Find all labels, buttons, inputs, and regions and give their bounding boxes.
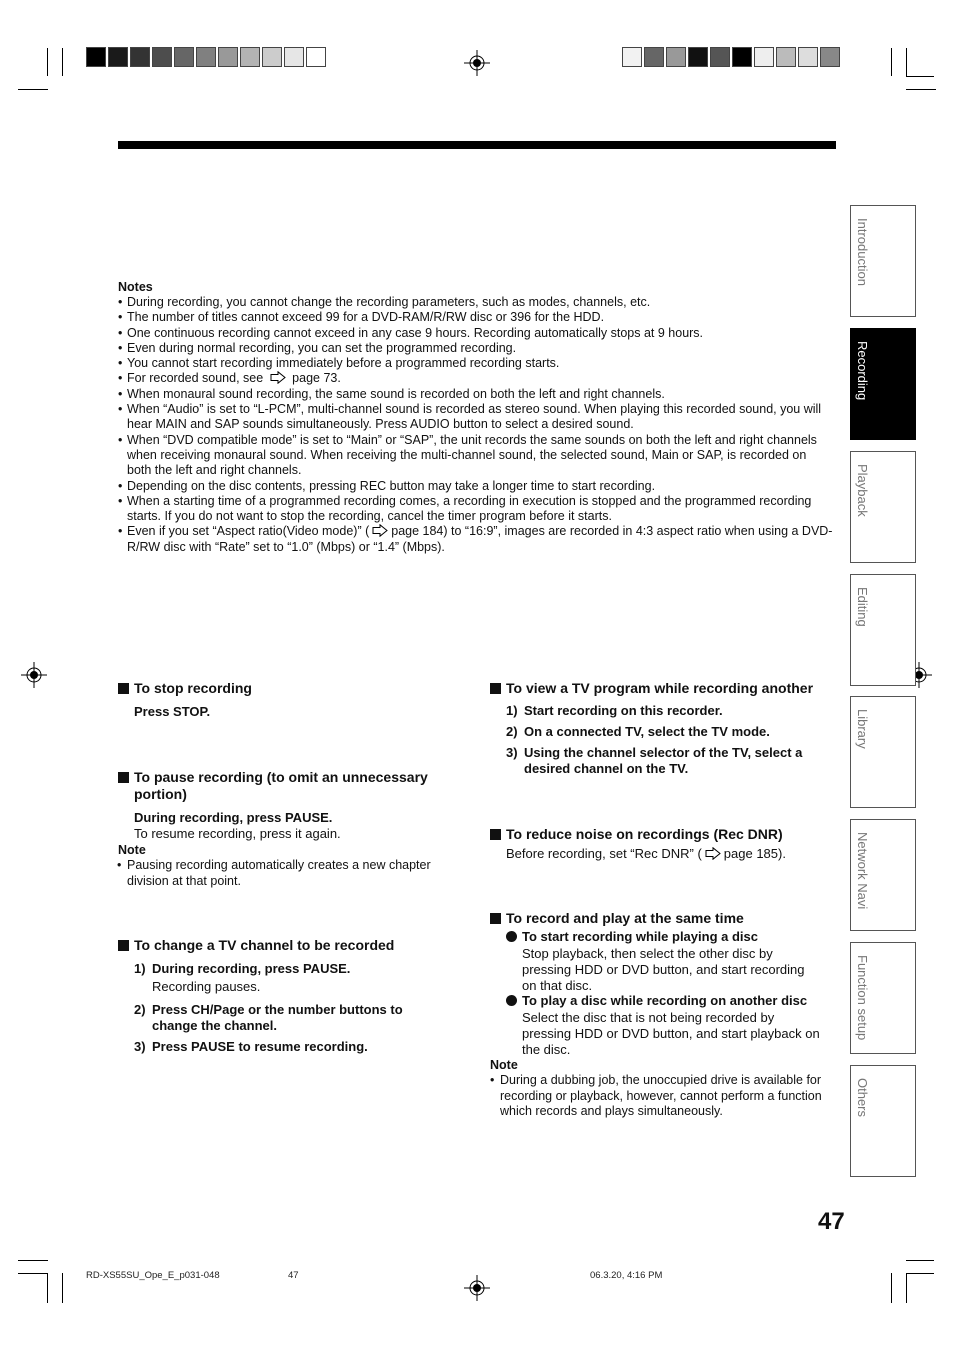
color-swatch	[710, 47, 730, 67]
color-swatch	[152, 47, 172, 67]
registration-mark-icon	[464, 50, 490, 76]
note-item: • Depending on the disc contents, pressing REC button may take a longer time to start recording.	[118, 479, 833, 494]
rec-dnr-heading: To reduce noise on recordings (Rec DNR)	[490, 826, 783, 843]
color-swatch	[666, 47, 686, 67]
view-tv-heading: To view a TV program while recording another	[490, 680, 813, 697]
pause-note	[117, 858, 431, 889]
footer-page: 47	[288, 1270, 299, 1281]
step-text: Using the channel selector of the TV, select a	[524, 745, 803, 760]
record-play-heading: To record and play at the same time	[490, 910, 744, 927]
step-number: 2)	[134, 1002, 146, 1017]
note-item	[118, 371, 833, 386]
note-text: page 73.	[292, 371, 341, 386]
tab-library[interactable]	[850, 696, 916, 808]
note-line: recording or playback, however, cannot perform a function	[500, 1088, 822, 1103]
step-item	[506, 724, 826, 740]
dnr-text: Before recording, set “Rec DNR” (	[506, 846, 702, 861]
note-item: • Even during normal recording, you can set the programmed recording.	[118, 341, 833, 356]
color-swatch	[86, 47, 106, 67]
note-line: Pausing recording automatically creates a new chapter	[127, 858, 431, 872]
tab-playback[interactable]	[850, 451, 916, 563]
tab-others[interactable]	[850, 1065, 916, 1177]
tab-label: Introduction	[855, 218, 870, 286]
tab-label: Function setup	[855, 955, 870, 1041]
stop-instruction: Press STOP.	[134, 704, 211, 719]
color-swatch	[174, 47, 194, 67]
start-recording-text	[522, 946, 805, 994]
step-text: change the channel.	[152, 1018, 277, 1033]
grayscale-bar-left	[86, 47, 328, 69]
step-item	[506, 703, 826, 719]
tab-editing[interactable]	[850, 574, 916, 686]
color-swatch	[262, 47, 282, 67]
note-item: • When “Audio” is set to “L-PCM”, multi-channel sound is recorded as stereo sound. When playing this recorded sound, you will hear MAIN and SAP sounds simultaneously. Press AUDIO button to select a desired sound.	[118, 402, 833, 433]
text-line: Stop playback, then select the other disc by	[522, 946, 773, 961]
text-line: pressing HDD or DVD button, and start playback on	[522, 1026, 820, 1041]
play-while-recording-text	[522, 1010, 820, 1058]
step-text: Start recording on this recorder.	[524, 703, 723, 718]
step-number: 3)	[134, 1039, 146, 1054]
pause-resume-text: To resume recording, press it again.	[134, 826, 341, 841]
note-line: During a dubbing job, the unoccupied drive is available for	[500, 1073, 822, 1087]
step-text: desired channel on the TV.	[524, 761, 689, 776]
footer-date: 06.3.20, 4:16 PM	[590, 1270, 663, 1281]
crop-mark	[47, 48, 48, 76]
grayscale-bar-right	[622, 47, 842, 69]
step-number: 3)	[506, 745, 518, 760]
color-swatch	[218, 47, 238, 67]
step-text: Press CH/Page or the number buttons to	[152, 1002, 403, 1017]
pause-instruction: During recording, press PAUSE.	[134, 810, 333, 825]
color-swatch	[108, 47, 128, 67]
step-item	[134, 1002, 434, 1034]
crop-mark	[906, 1273, 934, 1274]
note-item: • When a starting time of a programmed recording comes, a recording in execution is stopped and the programmed recording starts. If you do not want to stop the recording, cancel the timer program before it starts.	[118, 494, 833, 525]
tab-label: Recording	[855, 341, 870, 401]
step-item	[134, 961, 434, 995]
note-text: Even if you set “Aspect ratio(Video mode)” (	[127, 524, 370, 539]
note-text: For recorded sound, see	[127, 371, 264, 386]
text-line: Select the disc that is not being recorded by	[522, 1010, 775, 1025]
crop-mark	[906, 48, 907, 76]
change-channel-steps	[134, 961, 434, 1055]
text-line: on that disc.	[522, 978, 593, 993]
note-item: • The number of titles cannot exceed 99 for a DVD-RAM/R/RW disc or 396 for the HDD.	[118, 310, 833, 325]
step-number: 2)	[506, 724, 518, 739]
note-item: • During recording, you cannot change the recording parameters, such as modes, channels, etc.	[118, 295, 833, 310]
tab-label: Playback	[855, 464, 870, 517]
color-swatch	[776, 47, 796, 67]
color-swatch	[644, 47, 664, 67]
crop-mark	[891, 1273, 892, 1303]
color-swatch	[798, 47, 818, 67]
header-rule	[118, 141, 836, 149]
crop-mark	[18, 89, 48, 90]
crop-mark	[906, 76, 934, 77]
footer-filename: RD-XS55SU_Ope_E_p031-048	[86, 1270, 220, 1281]
page-reference-arrow-icon	[372, 524, 388, 537]
crop-mark	[906, 89, 936, 90]
note-item: • One continuous recording cannot exceed in any case 9 hours. Recording automatically stops at 9 hours.	[118, 326, 833, 341]
dnr-text: page 185).	[723, 846, 786, 861]
note-item: • When monaural sound recording, the same sound is recorded on both the left and right channels.	[118, 387, 833, 402]
tab-network-navi[interactable]	[850, 819, 916, 931]
step-subtext: Recording pauses.	[152, 979, 261, 994]
tab-label: Others	[855, 1078, 870, 1118]
crop-mark	[906, 1260, 934, 1261]
color-swatch	[196, 47, 216, 67]
color-swatch	[284, 47, 304, 67]
rec-dnr-text	[506, 846, 786, 862]
registration-mark-icon	[464, 1275, 490, 1301]
tab-label: Editing	[855, 587, 870, 627]
notes-list	[118, 295, 833, 555]
color-swatch	[732, 47, 752, 67]
note-item: • When “DVD compatible mode” is set to “Main” or “SAP”, the unit records the same sounds on both the left and right channels when receiving monaural sound. When receiving the multi-channel sound, the selected sound, Main or SAP, is recorded on both the left and right channels.	[118, 433, 833, 479]
step-text: During recording, press PAUSE.	[152, 961, 351, 976]
step-text: Press PAUSE to resume recording.	[152, 1039, 368, 1054]
view-tv-steps	[506, 703, 826, 777]
note-label: Note	[118, 843, 146, 857]
note-label: Note	[490, 1058, 518, 1072]
tab-label: Library	[855, 709, 870, 749]
tab-function-setup[interactable]	[850, 942, 916, 1054]
tab-introduction[interactable]	[850, 205, 916, 317]
step-number: 1)	[134, 961, 146, 976]
dubbing-note	[490, 1073, 822, 1120]
color-swatch	[688, 47, 708, 67]
step-number: 1)	[506, 703, 518, 718]
color-swatch	[130, 47, 150, 67]
step-item	[134, 1039, 434, 1055]
page-number: 47	[818, 1208, 845, 1235]
note-text: page 184) to “16:9”, images are recorded in 4:3 aspect ratio when using a DVD-R/RW disc with “Rate” set to “1.0” (Mbps) or “1.4” (Mbps).	[127, 524, 833, 554]
note-line: division at that point.	[127, 873, 241, 888]
heading-line: To pause recording (to omit an unnecessary	[134, 769, 428, 785]
tab-recording[interactable]	[850, 328, 916, 440]
change-channel-heading: To change a TV channel to be recorded	[118, 937, 394, 954]
color-swatch	[754, 47, 774, 67]
note-item	[118, 524, 833, 555]
text-line: pressing HDD or DVD button, and start recording	[522, 962, 805, 977]
step-text: On a connected TV, select the TV mode.	[524, 724, 770, 739]
start-recording-while-playing-heading: To start recording while playing a disc	[506, 929, 758, 945]
color-swatch	[306, 47, 326, 67]
tab-label: Network Navi	[855, 832, 870, 910]
crop-mark	[891, 48, 892, 76]
color-swatch	[240, 47, 260, 67]
pause-recording-heading	[118, 769, 428, 803]
crop-mark	[18, 1260, 48, 1261]
page-reference-arrow-icon	[705, 847, 721, 860]
heading-line: portion)	[134, 786, 187, 802]
color-swatch	[622, 47, 642, 67]
notes-heading: Notes	[118, 280, 153, 294]
stop-recording-heading: To stop recording	[118, 680, 252, 697]
page-reference-arrow-icon	[270, 371, 286, 384]
note-item: • You cannot start recording immediately before a programmed recording starts.	[118, 356, 833, 371]
text-line: the disc.	[522, 1042, 571, 1057]
crop-mark	[62, 1273, 63, 1303]
color-swatch	[820, 47, 840, 67]
play-while-recording-heading: To play a disc while recording on another disc	[506, 993, 807, 1009]
registration-mark-icon	[21, 662, 47, 688]
note-line: which records and plays simultaneously.	[500, 1104, 723, 1118]
step-item	[506, 745, 826, 777]
crop-mark	[18, 1273, 48, 1274]
crop-mark	[906, 1273, 907, 1303]
crop-mark	[62, 48, 63, 76]
crop-mark	[47, 1273, 48, 1303]
